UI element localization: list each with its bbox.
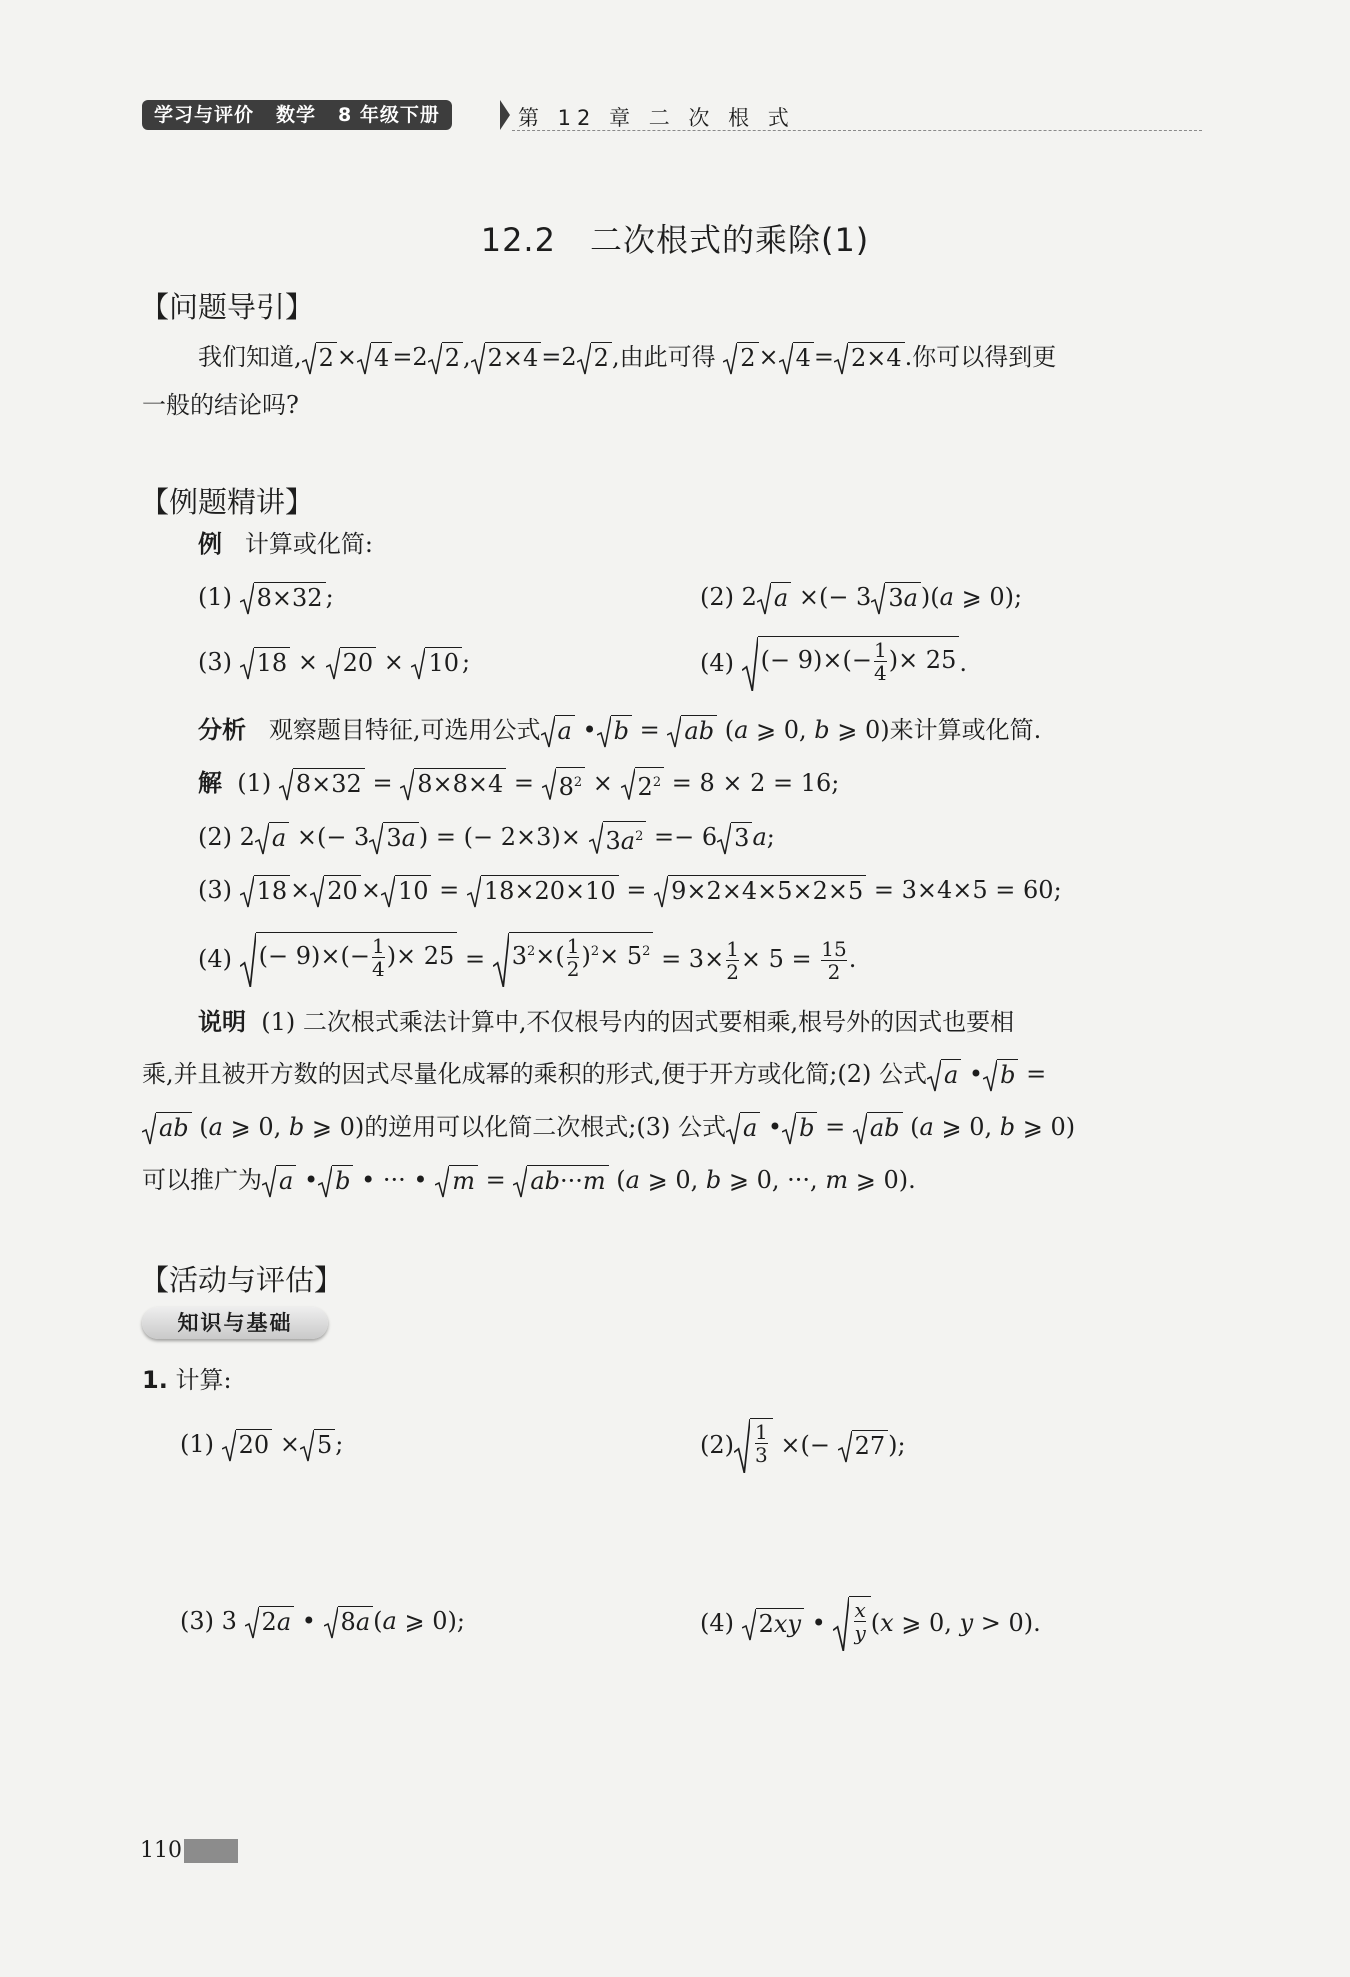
header-series: 学习与评价 — [154, 104, 255, 126]
radical-icon — [255, 822, 269, 856]
section-activity-heading: 【活动与评估】 — [140, 1263, 344, 1297]
example-problem-4: (4) (− 9)×(− $\frac{1}{4}$ )× 25 . — [700, 636, 967, 693]
note-line-1 — [198, 1005, 1014, 1039]
question-number: 1. — [142, 1366, 168, 1394]
radical-icon — [621, 767, 635, 802]
guide-line-1: 我们知道, 2 × 4 =2 2 , 2×4 =2 2 ,由此可得 2 × 4 = 2×4 .你可以得到更 — [198, 340, 1056, 376]
note-text: 的逆用可以化简二次根式;(3) 公式 — [364, 1113, 726, 1141]
radical-icon — [467, 875, 481, 909]
radical-icon — [513, 1165, 527, 1199]
example-problem-2: (2) 2 a ×(− 3 3a )(a ⩾ 0); — [700, 580, 1022, 616]
question-1 — [142, 1363, 232, 1397]
radical-icon — [983, 1059, 997, 1093]
radical-icon — [262, 1165, 276, 1199]
radical-icon — [279, 768, 293, 802]
radical-icon — [871, 582, 885, 616]
title-text: 二次根式的乘除(1) — [589, 221, 870, 259]
page-number-text: 110 — [140, 1838, 182, 1863]
problem-number: (4) — [700, 1609, 734, 1638]
radical-icon — [326, 647, 340, 681]
radical-icon — [742, 1608, 756, 1642]
example-prompt — [198, 527, 373, 561]
radical-icon — [318, 1165, 332, 1199]
page-number-tab — [184, 1839, 238, 1863]
radical-icon — [577, 342, 591, 376]
radical-icon — [493, 932, 509, 989]
radical-icon — [400, 768, 414, 802]
page-number — [140, 1838, 238, 1863]
radical-icon — [742, 636, 758, 693]
guide-text: =2 — [392, 343, 428, 371]
solution-result: = 3×4×5 = 60; — [873, 876, 1062, 904]
radical-icon — [838, 1430, 852, 1464]
radical-icon — [142, 1112, 156, 1146]
note-line-3: ab (a ⩾ 0, b ⩾ 0)的逆用可以化简二次根式;(3) 公式 a • b = ab (a ⩾ 0, b ⩾ 0) — [142, 1110, 1075, 1146]
radical-icon — [240, 647, 254, 681]
radical-icon — [717, 822, 731, 856]
radical-icon — [782, 1112, 796, 1146]
radical-icon — [240, 875, 254, 909]
solution-result: =− 6 — [654, 823, 718, 851]
note-text: 可以推广为 — [142, 1166, 262, 1194]
radical-icon — [240, 582, 254, 616]
problem-number: (1) — [198, 583, 232, 611]
question-1-part-3: (3) 3 2a • 8a (a ⩾ 0); — [180, 1604, 465, 1640]
radical-icon — [381, 875, 395, 909]
solution-label: 解 — [198, 769, 222, 797]
solution-3: (3) 18 × 20 × 10 = 18×20×10 = 9×2×4×5×2×5 = 3×4×5 = 60; — [198, 873, 1062, 909]
radical-icon — [927, 1059, 941, 1093]
header-arrow-icon — [500, 100, 510, 130]
guide-line-2: 一般的结论吗? — [142, 391, 299, 419]
page-title — [0, 215, 1350, 261]
radical-icon — [834, 342, 848, 376]
problem-number: (1) — [180, 1430, 214, 1458]
radical-icon — [245, 1606, 259, 1640]
radical-icon — [240, 932, 256, 989]
section-example-heading: 【例题精讲】 — [140, 485, 315, 519]
example-problem-1: (1) 8×32 ; — [198, 580, 334, 616]
radical-icon — [222, 1429, 236, 1463]
question-1-part-1: (1) 20 × 5 ; — [180, 1427, 343, 1463]
analysis-line: 分析 观察题目特征,可选用公式 a • b = ab (a ⩾ 0, b ⩾ 0)来计算或化简. — [198, 713, 1041, 749]
radical-icon — [435, 1165, 449, 1199]
problem-number: (4) — [700, 649, 734, 678]
example-problem-3: (3) 18 × 20 × 10 ; — [198, 645, 470, 681]
radical-icon — [428, 342, 442, 376]
note-text: (1) 二次根式乘法计算中,不仅根号内的因式要相乘,根号外的因式也要相 — [261, 1008, 1015, 1036]
header-subject: 数学 — [276, 104, 317, 126]
header-chapter: 第 12 章 二 次 根 式 — [518, 106, 795, 130]
radical-icon — [302, 342, 316, 376]
radical-icon — [597, 715, 611, 749]
question-1-part-4: (4) 2xy • $\frac{x}{y}$ (x ⩾ 0, y > 0). — [700, 1596, 1041, 1653]
radical-icon — [667, 715, 681, 749]
section-guide-heading: 【问题导引】 — [140, 290, 315, 324]
note-label: 说明 — [198, 1008, 246, 1036]
header-band — [142, 100, 452, 130]
radical-icon — [853, 1112, 867, 1146]
radical-icon — [471, 342, 485, 376]
problem-number: (3) — [198, 648, 232, 676]
example-label: 例 — [198, 530, 222, 558]
radical-icon — [310, 875, 324, 909]
radical-icon — [723, 342, 737, 376]
guide-text: ,由此可得 — [611, 343, 724, 371]
radical-icon — [369, 822, 383, 856]
radical-icon — [541, 715, 555, 749]
problem-number: (2) — [700, 583, 734, 611]
problem-number: (3) — [180, 1607, 214, 1635]
radical-icon — [779, 342, 793, 376]
note-line-4: 可以推广为 a • b • ··· • m = ab···m (a ⩾ 0, b ⩾ 0, ···, m ⩾ 0). — [142, 1163, 916, 1199]
guide-text: =2 — [541, 343, 577, 371]
question-text: 计算: — [175, 1366, 232, 1394]
radical-icon — [589, 821, 603, 856]
problem-number: (2) — [700, 1431, 734, 1460]
header-divider — [512, 130, 1202, 131]
title-number: 12.2 — [480, 221, 556, 259]
analysis-text: 来计算或化简. — [889, 716, 1042, 744]
radical-icon — [654, 875, 668, 909]
note-line-2: 乘,并且被开方数的因式尽量化成幂的乘积的形式,便于开方或化简;(2) 公式 a • b = — [142, 1057, 1046, 1093]
radical-icon — [300, 1429, 314, 1463]
radical-icon — [726, 1112, 740, 1146]
guide-text: .你可以得到更 — [904, 343, 1057, 371]
solution-result: = 8 × 2 = 16; — [671, 769, 840, 797]
solution-1: 解 (1) 8×32 = 8×8×4 = $8^2$ × $2^2$ = 8 × 2 = 16; — [198, 769, 840, 801]
header-grade: 8 年级下册 — [338, 104, 440, 126]
knowledge-badge: 知识与基础 — [142, 1307, 328, 1339]
analysis-label: 分析 — [198, 716, 246, 744]
radical-icon — [411, 647, 425, 681]
question-1-part-2: (2) $\frac{1}{3}$ ×(− 27 ); — [700, 1418, 906, 1475]
radical-icon — [324, 1606, 338, 1640]
note-text: 乘,并且被开方数的因式尽量化成幂的乘积的形式,便于开方或化简;(2) 公式 — [142, 1060, 927, 1088]
guide-text: 我们知道, — [198, 343, 302, 371]
radical-icon — [833, 1596, 849, 1653]
analysis-text: 观察题目特征,可选用公式 — [268, 716, 541, 744]
radical-icon — [357, 342, 371, 376]
solution-2: (2) 2 a ×(− 3 3a ) = (− 2×3)× $3a^2$ =− 6 3 a; — [198, 823, 775, 855]
solution-4: (4) (− 9)×(− $\frac{1}{4}$ )× 25 = $3^2\times$( $\frac{1}{2}$ )$^2\times 5^2$ = 3× $\frac{1}{2}$ × 5 = $\frac{15}{2}$ . — [198, 932, 856, 989]
radical-icon — [757, 582, 771, 616]
radical-icon — [734, 1418, 750, 1475]
example-prompt-text: 计算或化简: — [244, 530, 373, 558]
radical-icon — [542, 767, 556, 802]
